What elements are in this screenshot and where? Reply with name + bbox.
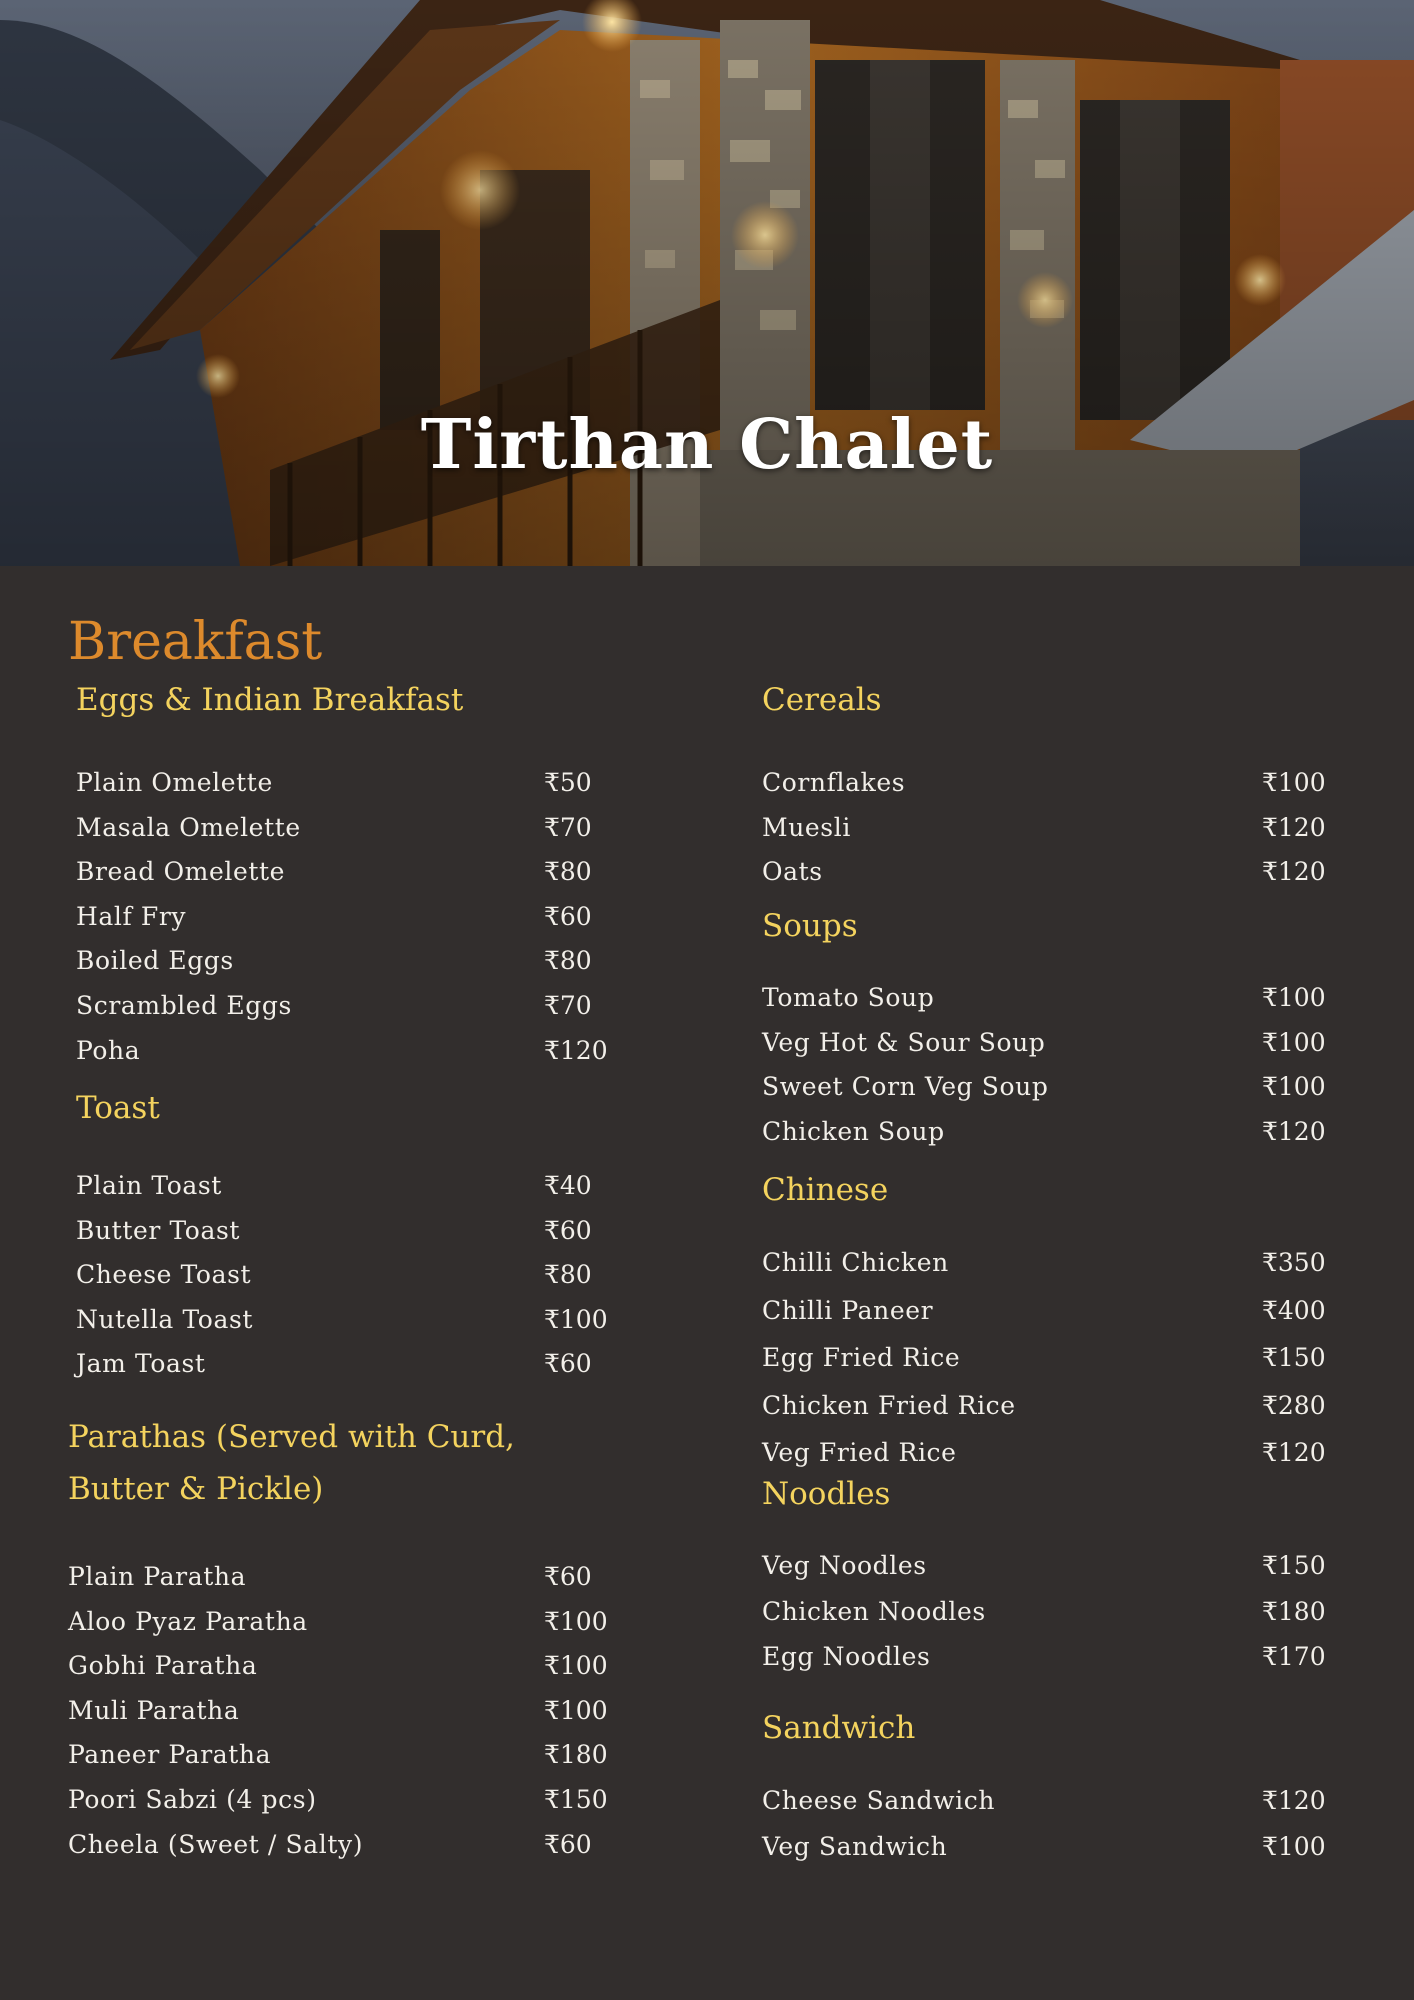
menu-item-cornflakes: Cornflakes (762, 768, 906, 797)
menu-item-price: ₹280 (1262, 1390, 1326, 1420)
menu-item-price: ₹100 (544, 1695, 608, 1725)
menu-item-price: ₹120 (1262, 1438, 1326, 1467)
menu-item-price: ₹60 (544, 1349, 592, 1379)
menu-item-price: ₹180 (1262, 1596, 1326, 1626)
menu-item-half-fry: Half Fry (76, 901, 187, 931)
menu-item-price: ₹100 (1262, 1832, 1326, 1861)
menu-item-oats: Oats (762, 857, 823, 887)
menu-item-chilli-paneer: Chilli Paneer (762, 1295, 934, 1325)
menu-item-poha: Poha (76, 1035, 141, 1065)
menu-item-plain-paratha: Plain Paratha (68, 1562, 247, 1591)
section-title-breakfast: Breakfast (68, 612, 323, 672)
menu-item-chicken-noodles: Chicken Noodles (762, 1596, 986, 1626)
menu-item-egg-noodles: Egg Noodles (762, 1642, 931, 1671)
menu-item-cheela-sweet-salty: Cheela (Sweet / Salty) (68, 1829, 364, 1859)
menu-item-price: ₹120 (1262, 1116, 1326, 1146)
menu-item-veg-sandwich: Veg Sandwich (762, 1832, 948, 1861)
menu-item-jam-toast: Jam Toast (76, 1349, 206, 1379)
menu-item-sweet-corn-veg-soup: Sweet Corn Veg Soup (762, 1072, 1049, 1102)
menu-item-price: ₹100 (1262, 1027, 1326, 1057)
menu-item-price: ₹120 (1262, 812, 1326, 842)
menu-item-masala-omelette: Masala Omelette (76, 812, 301, 842)
header-photo (0, 0, 1414, 566)
menu-item-veg-fried-rice: Veg Fried Rice (762, 1438, 957, 1467)
menu-item-price: ₹150 (544, 1785, 608, 1814)
menu-item-price: ₹60 (544, 1562, 592, 1591)
menu-item-price: ₹80 (544, 857, 592, 887)
menu-item-price: ₹120 (1262, 857, 1326, 887)
menu-item-cheese-sandwich: Cheese Sandwich (762, 1786, 996, 1815)
menu-item-price: ₹100 (544, 1304, 608, 1334)
menu-item-price: ₹60 (544, 901, 592, 931)
menu-item-butter-toast: Butter Toast (76, 1215, 241, 1245)
menu-item-bread-omelette: Bread Omelette (76, 857, 286, 887)
menu-item-price: ₹150 (1262, 1343, 1326, 1372)
category-parathas-served-with-curd-butter-pickle: Parathas (Served with Curd, Butter & Pickle) (68, 1419, 515, 1507)
menu-item-plain-omelette: Plain Omelette (76, 768, 273, 797)
menu-item-muesli: Muesli (762, 812, 851, 842)
menu-item-price: ₹50 (544, 768, 592, 797)
menu-item-plain-toast: Plain Toast (76, 1171, 222, 1200)
menu-item-price: ₹400 (1262, 1295, 1326, 1325)
menu-item-price: ₹120 (544, 1035, 608, 1065)
menu-item-veg-noodles: Veg Noodles (762, 1551, 927, 1580)
menu-item-price: ₹60 (544, 1829, 592, 1859)
menu-item-price: ₹170 (1262, 1642, 1326, 1671)
category-toast: Toast (76, 1090, 160, 1126)
menu-item-chilli-chicken: Chilli Chicken (762, 1248, 949, 1277)
menu-item-nutella-toast: Nutella Toast (76, 1304, 254, 1334)
category-soups: Soups (762, 908, 858, 944)
category-chinese: Chinese (762, 1172, 889, 1208)
menu-item-price: ₹350 (1262, 1248, 1326, 1277)
menu-item-tomato-soup: Tomato Soup (762, 983, 935, 1012)
menu-item-price: ₹180 (544, 1740, 608, 1770)
menu-item-price: ₹60 (544, 1215, 592, 1245)
menu-item-egg-fried-rice: Egg Fried Rice (762, 1343, 961, 1372)
menu-item-price: ₹100 (1262, 983, 1326, 1012)
menu-item-chicken-fried-rice: Chicken Fried Rice (762, 1390, 1016, 1420)
category-noodles: Noodles (762, 1476, 891, 1512)
menu-item-price: ₹70 (544, 812, 592, 842)
category-eggs-indian-breakfast: Eggs & Indian Breakfast (76, 682, 464, 718)
menu-item-price: ₹100 (1262, 768, 1326, 797)
menu-item-price: ₹100 (544, 1606, 608, 1636)
menu-item-boiled-eggs: Boiled Eggs (76, 946, 234, 976)
menu-item-price: ₹40 (544, 1171, 592, 1200)
category-cereals: Cereals (762, 682, 882, 718)
menu-item-gobhi-paratha: Gobhi Paratha (68, 1651, 258, 1681)
menu-item-price: ₹150 (1262, 1551, 1326, 1580)
menu-item-muli-paratha: Muli Paratha (68, 1695, 240, 1725)
menu-item-poori-sabzi-4-pcs: Poori Sabzi (4 pcs) (68, 1785, 317, 1814)
menu-item-veg-hot-sour-soup: Veg Hot & Sour Soup (762, 1027, 1046, 1057)
menu-item-chicken-soup: Chicken Soup (762, 1116, 945, 1146)
category-sandwich: Sandwich (762, 1710, 916, 1746)
menu-item-price: ₹80 (544, 1260, 592, 1290)
menu-item-price: ₹100 (544, 1651, 608, 1681)
menu-item-price: ₹100 (1262, 1072, 1326, 1102)
page-title: Tirthan Chalet (420, 405, 994, 485)
menu-item-price: ₹70 (544, 991, 592, 1020)
menu-item-price: ₹120 (1262, 1786, 1326, 1815)
menu-item-scrambled-eggs: Scrambled Eggs (76, 991, 292, 1020)
menu-item-cheese-toast: Cheese Toast (76, 1260, 252, 1290)
menu-item-paneer-paratha: Paneer Paratha (68, 1740, 272, 1770)
menu-item-price: ₹80 (544, 946, 592, 976)
menu-item-aloo-pyaz-paratha: Aloo Pyaz Paratha (68, 1606, 308, 1636)
